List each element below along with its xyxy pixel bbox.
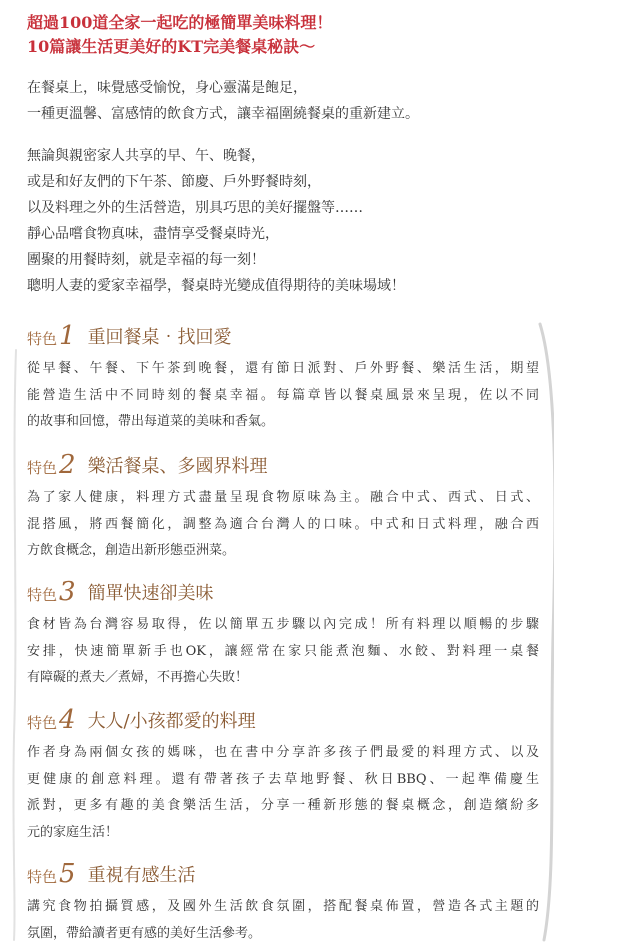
intro-line: 在餐桌上，味覺感受愉悅，身心靈滿是飽足，: [27, 80, 307, 96]
intro-line: 無論與親密家人共享的早、午、晚餐，: [27, 148, 265, 164]
headline-line-1: 超過100道全家一起吃的極簡單美味料理！: [27, 13, 333, 32]
feature-title: 樂活餐桌、多國界料理: [87, 456, 268, 477]
frame-left-edge: [13, 350, 16, 940]
feature-body-line: 作者身為兩個女孩的媽咪，也在書中分享許多孩子們最愛的料理方式、以及: [27, 745, 539, 760]
feature-header: [27, 316, 539, 350]
feature-body-line: 能營造生活中不同時刻的餐桌幸福。每篇章皆以餐桌風景來呈現，佐以不同: [27, 387, 539, 403]
feature-section-1: [27, 316, 539, 436]
feature-body-line: 更健康的創意料理。還有帶著孩子去草地野餐、秋日BBQ、一起準備慶生: [27, 771, 539, 787]
feature-body-line: 派對，更多有趣的美食樂活生活，分享一種新形態的餐桌概念，創造繽紛多: [27, 798, 539, 813]
feature-body-line: 食材皆為台灣容易取得，佐以簡單五步驟以內完成！所有料理以順暢的步驟: [27, 617, 539, 632]
feature-body-line: 混搭風，將西餐簡化，調整為適合台灣人的口味。中式和日式料理，融合西: [27, 516, 539, 532]
feature-title: 重視有感生活: [87, 865, 196, 886]
feature-title: 大人/小孩都愛的料理: [87, 711, 256, 732]
feature-label: 特色: [27, 714, 58, 732]
feature-title: 簡單快速卻美味: [87, 583, 214, 604]
feature-number: 3: [59, 577, 76, 607]
feature-body-line: 氛圍，帶給讀者更有感的美好生活參考。: [27, 925, 262, 941]
intro-line: 靜心品嚐食物真味，盡情享受餐桌時光，: [27, 226, 279, 242]
feature-number: 2: [59, 450, 76, 480]
intro-paragraph-2: [27, 143, 617, 299]
feature-section-4: [27, 700, 539, 846]
feature-body-line: 有障礙的煮夫／煮婦，不再擔心失敗！: [27, 670, 249, 685]
headline-line-2: 10篇讓生活更美好的KT完美餐桌秘訣～: [27, 37, 316, 56]
feature-body-line: 安排，快速簡單新手也OK，讓經常在家只能煮泡麵、水餃、對料理一桌餐: [27, 643, 539, 659]
intro-line: 以及料理之外的生活營造，別具巧思的美好擺盤等……: [27, 200, 363, 216]
feature-body-line: 講究食物拍攝質感，及國外生活飲食氛圍，搭配餐桌佈置，營造各式主題的: [27, 899, 539, 914]
intro-line: 團聚的用餐時刻，就是幸福的每一刻！: [27, 252, 265, 268]
feature-section-3: [27, 572, 539, 692]
feature-header: [27, 854, 539, 888]
headline: [27, 11, 617, 59]
feature-body: [27, 894, 539, 947]
feature-body-line: 的故事和回憶，帶出每道菜的美味和香氣。: [27, 414, 275, 429]
feature-label: 特色: [27, 330, 58, 348]
intro-line: 或是和好友們的下午茶、節慶、戶外野餐時刻，: [27, 174, 321, 190]
feature-body-line: 從早餐、午餐、下午茶到晚餐，還有節日派對、戶外野餐、樂活生活，期望: [27, 361, 539, 376]
feature-label: 特色: [27, 586, 58, 604]
feature-body-line: 方飲食概念，創造出新形態亞洲菜。: [27, 543, 236, 558]
feature-number: 1: [59, 321, 76, 351]
feature-body: [27, 356, 539, 436]
feature-body-line: 為了家人健康，料理方式盡量呈現食物原味為主。融合中式、西式、日式、: [27, 490, 539, 505]
feature-body: [27, 612, 539, 692]
feature-header: [27, 572, 539, 606]
feature-title: 重回餐桌‧找回愛: [87, 327, 232, 348]
feature-body-line: 元的家庭生活！: [27, 824, 119, 840]
feature-label: 特色: [27, 868, 58, 886]
feature-header: [27, 445, 539, 479]
intro-line: 聰明人妻的愛家幸福學，餐桌時光變成值得期待的美味場域！: [27, 278, 405, 294]
feature-body: [27, 485, 539, 565]
feature-header: [27, 700, 539, 734]
intro-line: 一種更溫馨、富感情的飲食方式，讓幸福圍繞餐桌的重新建立。: [27, 106, 419, 122]
frame-right-edge: [540, 324, 554, 940]
feature-section-5: [27, 854, 539, 947]
feature-body: [27, 740, 539, 846]
feature-section-2: [27, 445, 539, 565]
feature-number: 4: [59, 705, 76, 735]
intro-paragraph-1: [27, 75, 617, 127]
feature-number: 5: [59, 859, 76, 889]
feature-label: 特色: [27, 459, 58, 477]
